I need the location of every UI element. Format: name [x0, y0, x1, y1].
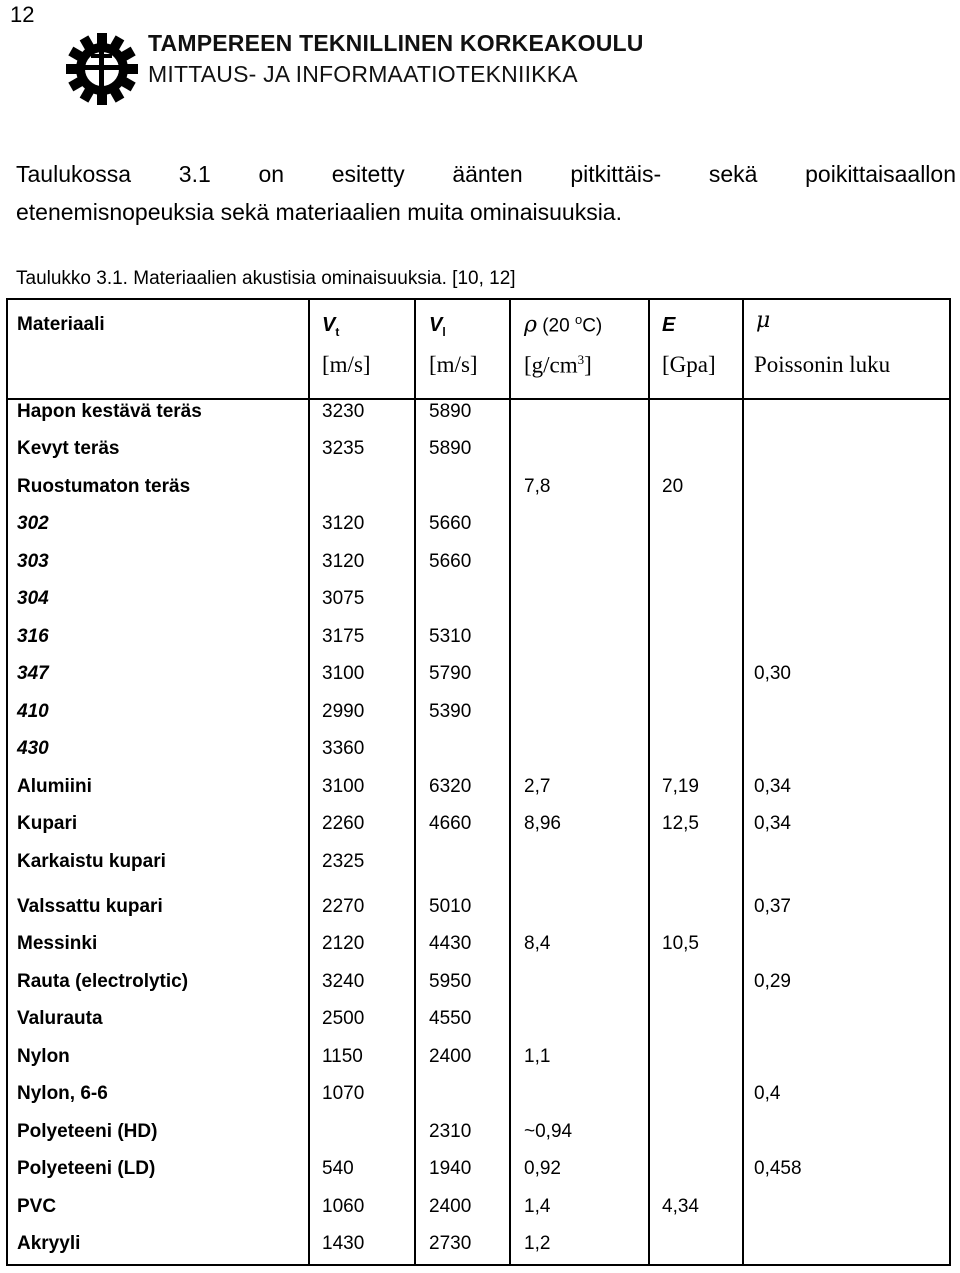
rho-cell: 1,1	[524, 1046, 551, 1067]
vt-cell: 2325	[322, 851, 365, 872]
mu-cell: 0,4	[754, 1083, 781, 1104]
material-cell: Polyeteeni (LD)	[17, 1158, 156, 1179]
material-cell: 410	[17, 701, 49, 722]
column-divider	[308, 300, 310, 1264]
material-cell: Valssattu kupari	[17, 896, 163, 917]
e-cell: 7,19	[662, 776, 699, 797]
material-cell: 302	[17, 513, 49, 534]
material-cell: Messinki	[17, 933, 98, 954]
mu-cell: 0,34	[754, 813, 791, 834]
vt-cell: 3240	[322, 971, 365, 992]
vt-cell: 1060	[322, 1196, 365, 1217]
material-cell: Polyeteeni (HD)	[17, 1121, 158, 1142]
header-e-unit: [Gpa]	[662, 352, 716, 377]
vl-cell: 5790	[429, 663, 472, 684]
vl-cell: 5890	[429, 438, 472, 459]
institution-name: TAMPEREEN TEKNILLINEN KORKEAKOULU	[148, 30, 644, 56]
mu-cell: 0,30	[754, 663, 791, 684]
header-divider	[8, 398, 949, 400]
vl-cell: 1940	[429, 1158, 472, 1179]
header-rho-unit: $[g/cm^3]$	[524, 352, 592, 378]
rho-cell: 7,8	[524, 476, 551, 497]
header-vl-unit: [m/s]	[429, 352, 478, 377]
intro-line-2: etenemisnopeuksia sekä materiaalien muita ominaisuuksia.	[16, 199, 622, 225]
header-vt-unit: [m/s]	[322, 352, 371, 377]
vl-cell: 5390	[429, 701, 472, 722]
rho-cell: 1,2	[524, 1233, 551, 1254]
mu-cell: 0,37	[754, 896, 791, 917]
material-cell: Akryyli	[17, 1233, 81, 1254]
vl-cell: 5010	[429, 896, 472, 917]
vl-cell: 5660	[429, 551, 472, 572]
header-vl: $V_l$	[429, 314, 446, 339]
mu-cell: 0,29	[754, 971, 791, 992]
e-cell: 12,5	[662, 813, 699, 834]
material-cell: Karkaistu kupari	[17, 851, 166, 872]
intro-line-1: Taulukossa 3.1 on esitetty äänten pitkittäis- sekä poikittaisaallon	[16, 161, 956, 187]
vl-cell: 5660	[429, 513, 472, 534]
e-cell: 20	[662, 476, 684, 497]
page-number: 12	[10, 2, 35, 27]
vt-cell: 3175	[322, 626, 365, 647]
header-mu: μ	[756, 308, 771, 333]
vl-cell: 5310	[429, 626, 472, 647]
rho-cell: ~0,94	[524, 1121, 573, 1142]
vt-cell: 3360	[322, 738, 365, 759]
vt-cell: 3120	[322, 551, 365, 572]
rho-cell: 0,92	[524, 1158, 561, 1179]
e-cell: 4,34	[662, 1196, 699, 1217]
material-cell: Hapon kestävä teräs	[17, 401, 202, 422]
vt-cell: 2270	[322, 896, 365, 917]
vt-cell: 3075	[322, 588, 365, 609]
vt-cell: 3230	[322, 401, 365, 422]
vt-cell: 3235	[322, 438, 365, 459]
vl-cell: 5890	[429, 401, 472, 422]
column-divider	[648, 300, 650, 1264]
vt-cell: 3100	[322, 776, 365, 797]
vl-cell: 4550	[429, 1008, 472, 1029]
table-caption: Taulukko 3.1. Materiaalien akustisia ominaisuuksia. [10, 12]	[16, 268, 516, 289]
gear-logo-icon	[66, 33, 138, 105]
material-cell: PVC	[17, 1196, 57, 1217]
header-material: Materiaali	[17, 314, 105, 335]
vt-cell: 540	[322, 1158, 354, 1179]
vl-cell: 2400	[429, 1196, 472, 1217]
vt-cell: 1070	[322, 1083, 365, 1104]
column-divider	[414, 300, 416, 1264]
material-cell: Kevyt teräs	[17, 438, 120, 459]
vt-cell: 3120	[322, 513, 365, 534]
column-divider	[742, 300, 744, 1264]
vl-cell: 4660	[429, 813, 472, 834]
header-mu-unit: Poissonin luku	[754, 352, 891, 377]
vt-cell: 1430	[322, 1233, 365, 1254]
e-cell: 10,5	[662, 933, 699, 954]
vt-cell: 3100	[322, 663, 365, 684]
mu-cell: 0,458	[754, 1158, 802, 1179]
material-cell: 316	[17, 626, 49, 647]
rho-cell: 8,96	[524, 813, 561, 834]
vl-cell: 4430	[429, 933, 472, 954]
vt-cell: 2260	[322, 813, 365, 834]
vt-cell: 2990	[322, 701, 365, 722]
material-cell: 303	[17, 551, 49, 572]
material-cell: Nylon, 6-6	[17, 1083, 108, 1104]
material-cell: Nylon	[17, 1046, 70, 1067]
material-cell: 347	[17, 663, 49, 684]
vt-cell: 2500	[322, 1008, 365, 1029]
header-vt: $V_t$	[322, 314, 340, 339]
header-rho: ρ (20 $^o$C)	[524, 312, 603, 338]
vl-cell: 5950	[429, 971, 472, 992]
rho-cell: 1,4	[524, 1196, 551, 1217]
material-cell: Rauta (electrolytic)	[17, 971, 189, 992]
materials-table	[6, 298, 951, 1266]
material-cell: 304	[17, 588, 49, 609]
header-e: E	[662, 314, 676, 336]
vt-cell: 2120	[322, 933, 365, 954]
vl-cell: 2310	[429, 1121, 472, 1142]
vl-cell: 2730	[429, 1233, 472, 1254]
material-cell: Kupari	[17, 813, 78, 834]
material-cell: Ruostumaton teräs	[17, 476, 191, 497]
vt-cell: 1150	[322, 1046, 363, 1067]
department-name: MITTAUS- JA INFORMAATIOTEKNIIKKA	[148, 61, 578, 87]
vl-cell: 6320	[429, 776, 472, 797]
rho-cell: 2,7	[524, 776, 551, 797]
mu-cell: 0,34	[754, 776, 791, 797]
vl-cell: 2400	[429, 1046, 472, 1067]
material-cell: Alumiini	[17, 776, 92, 797]
material-cell: Valurauta	[17, 1008, 103, 1029]
material-cell: 430	[17, 738, 49, 759]
column-divider	[509, 300, 511, 1264]
rho-cell: 8,4	[524, 933, 551, 954]
